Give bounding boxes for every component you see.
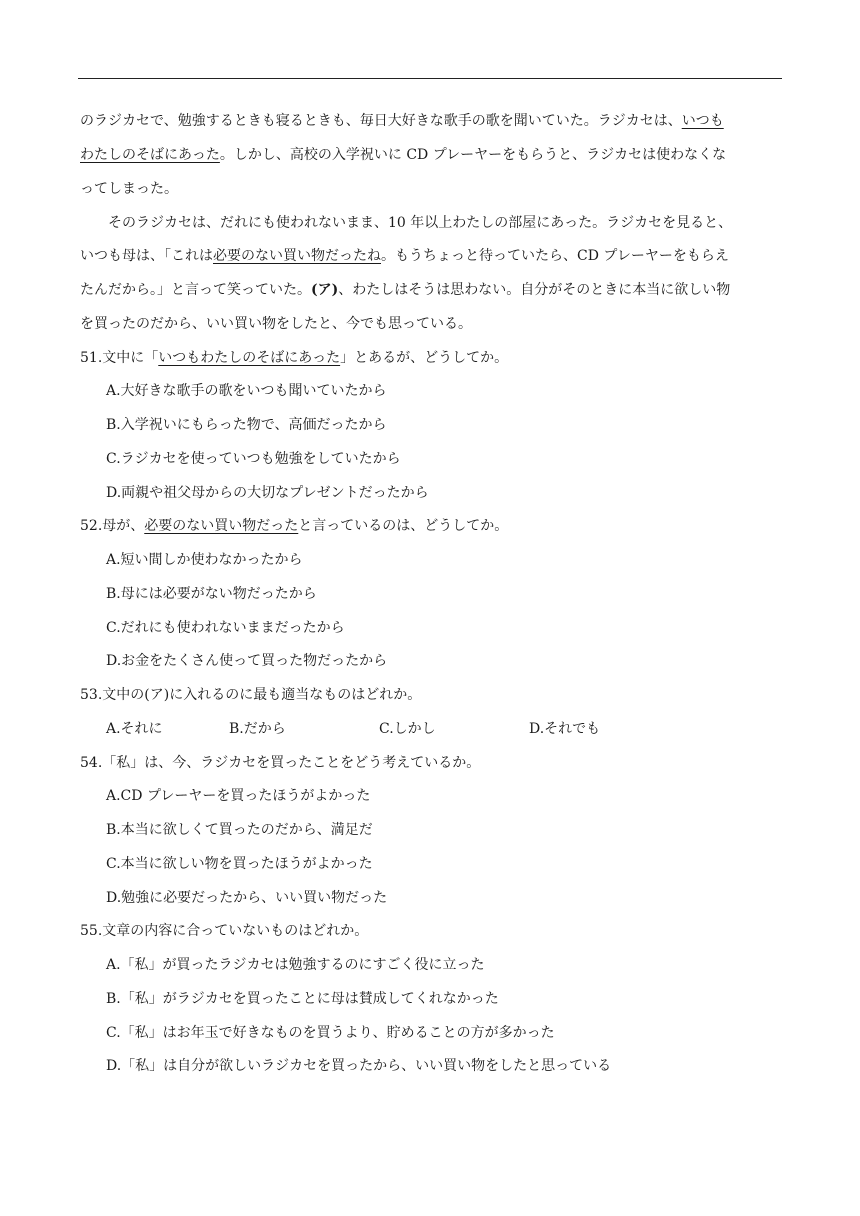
question-54-option-d: D.勉強に必要だったから、いい買い物だった [106, 890, 388, 906]
passage-p2-line3: たんだから。」と言って笑っていた。(ア)、わたしはそうは思わない。自分がそのときに本当に欲しい物 [80, 282, 731, 298]
question-53-option-d: D.それでも [529, 721, 601, 737]
question-52-option-d: D.お金をたくさん使って買った物だったから [106, 653, 388, 669]
question-52-option-a: A.短い間しか使わなかったから [106, 552, 303, 568]
passage-p2-line1: そのラジカセは、だれにも使われないまま、10 年以上わたしの部屋にあった。ラジカセを見ると、 [108, 215, 733, 231]
header-rule [78, 78, 782, 79]
question-54-stem: 54.「私」は、今、ラジカセを買ったことをどう考えているか。 [80, 755, 481, 771]
question-55-stem: 55.文章の内容に合っていないものはどれか。 [80, 923, 369, 939]
question-51-option-c: C.ラジカセを使っていつも勉強をしていたから [106, 451, 401, 467]
question-53-stem: 53.文中の(ア)に入れるのに最も適当なものはどれか。 [80, 687, 422, 703]
passage-p1-line1: のラジカセで、勉強するときも寝るときも、毎日大好きな歌手の歌を聞いていた。ラジカセは、いつも [80, 113, 724, 129]
question-51-option-a: A.大好きな歌手の歌をいつも聞いていたから [106, 383, 387, 399]
question-55-option-a: A.「私」が買ったラジカセは勉強するのにすごく役に立った [106, 957, 485, 973]
question-51-option-b: B.入学祝いにもらった物で、高価だったから [106, 417, 387, 433]
passage-p2-line2: いつも母は、「これは必要のない買い物だったね。もうちょっと待っていたら、CD プレーヤーをもらえ [80, 248, 729, 264]
question-55-option-b: B.「私」がラジカセを買ったことに母は賛成してくれなかった [106, 991, 499, 1007]
question-53-option-b: B.だから [229, 721, 286, 737]
question-52-option-c: C.だれにも使われないままだったから [106, 620, 345, 636]
question-53-option-a: A.それに [106, 721, 163, 737]
passage-p2-line4: を買ったのだから、いい買い物をしたと、今でも思っている。 [80, 316, 472, 332]
question-51-stem: 51.文中に「いつもわたしのそばにあった」とあるが、どうしてか。 [80, 350, 509, 366]
underlined-phrase-mother: 必要のない買い物だったね [213, 248, 381, 264]
underlined-phrase-part1: いつも [681, 113, 724, 129]
question-52-stem: 52.母が、必要のない買い物だったと言っているのは、どうしてか。 [80, 518, 509, 534]
question-54-option-a: A.CD プレーヤーを買ったほうがよかった [106, 788, 371, 804]
question-52-option-b: B.母には必要がない物だったから [106, 586, 317, 602]
question-55-option-d: D.「私」は自分が欲しいラジカセを買ったから、いい買い物をしたと思っている [106, 1058, 612, 1074]
question-53-option-c: C.しかし [379, 721, 436, 737]
question-51-option-d: D.両親や祖父母からの大切なプレゼントだったから [106, 485, 429, 501]
blank-marker-a: (ア) [311, 282, 339, 298]
passage-p1-line3: ってしまった。 [80, 181, 178, 197]
question-54-option-b: B.本当に欲しくて買ったのだから、満足だ [106, 822, 373, 838]
question-54-option-c: C.本当に欲しい物を買ったほうがよかった [106, 856, 373, 872]
question-55-option-c: C.「私」はお年玉で好きなものを買うより、貯めることの方が多かった [106, 1025, 555, 1041]
underlined-phrase-part2: わたしのそばにあった [80, 147, 220, 163]
passage-p1-line2: わたしのそばにあった。しかし、高校の入学祝いに CD プレーヤーをもらうと、ラジカセは使わなくな [80, 147, 727, 163]
